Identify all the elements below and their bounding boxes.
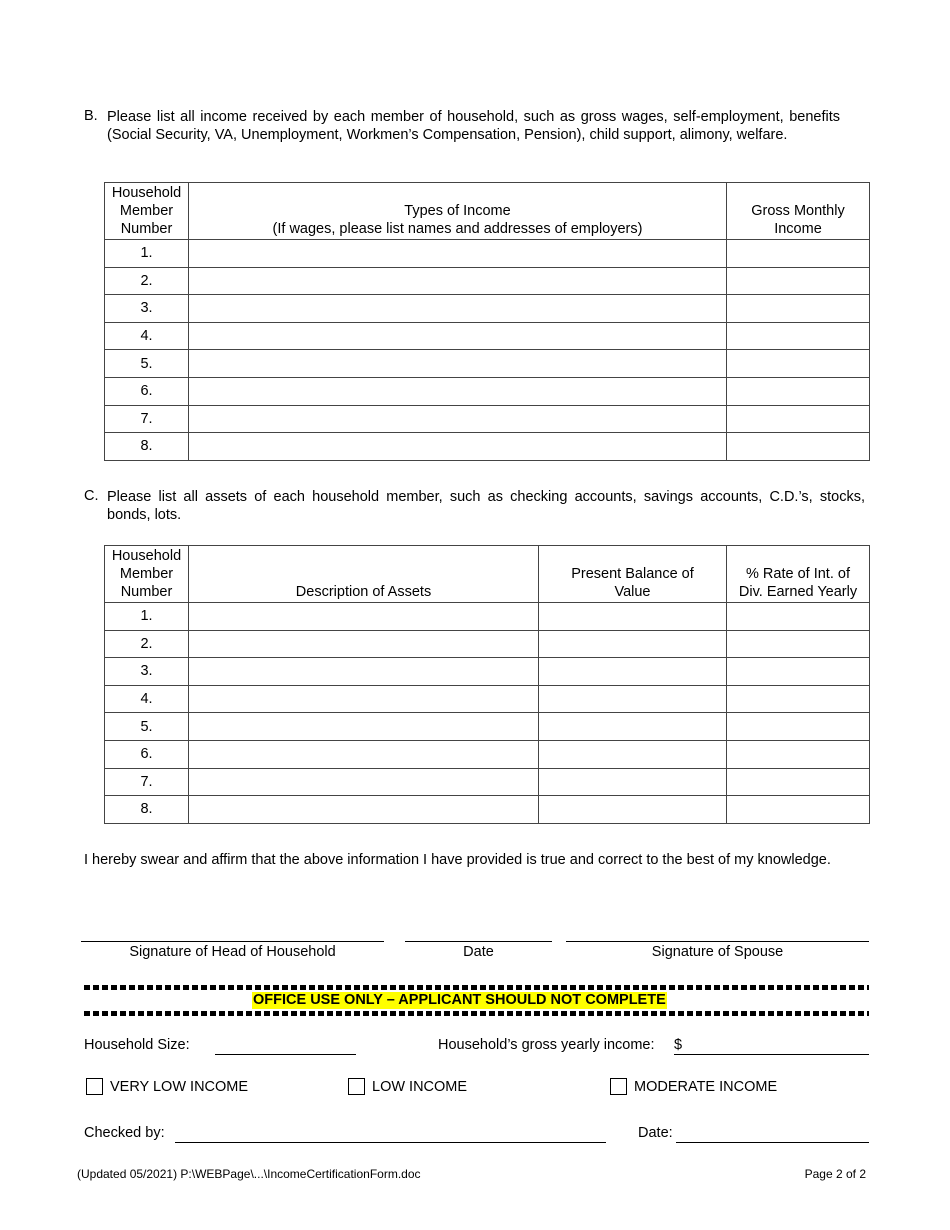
signature-head-line[interactable] [81, 941, 384, 942]
member-number: 8. [105, 796, 189, 824]
asset-rate-cell[interactable] [727, 740, 870, 768]
asset-rate-cell[interactable] [727, 630, 870, 658]
table-row [105, 377, 870, 405]
office-date-field[interactable] [676, 1142, 869, 1143]
office-use-banner: OFFICE USE ONLY – APPLICANT SHOULD NOT COMPLETE [253, 992, 666, 1008]
asset-rate-cell[interactable] [727, 713, 870, 741]
member-number: 6. [105, 377, 189, 405]
table-row [105, 768, 870, 796]
asset-balance-cell[interactable] [539, 713, 727, 741]
gross-income-cell[interactable] [727, 267, 870, 295]
very-low-income-label: VERY LOW INCOME [110, 1079, 249, 1095]
asset-description-cell[interactable] [189, 603, 539, 631]
table-row [105, 295, 870, 323]
signature-spouse-label: Signature of Spouse [651, 944, 784, 960]
gross-income-cell[interactable] [727, 295, 870, 323]
section-b-letter: B. [84, 108, 98, 124]
member-number: 2. [105, 630, 189, 658]
gross-income-cell[interactable] [727, 240, 870, 268]
member-number: 5. [105, 713, 189, 741]
signature-date-line[interactable] [405, 941, 552, 942]
low-income-checkbox[interactable] [348, 1078, 365, 1095]
gross-income-cell[interactable] [727, 405, 870, 433]
moderate-income-label: MODERATE INCOME [634, 1079, 778, 1095]
member-number: 5. [105, 350, 189, 378]
asset-description-cell[interactable] [189, 796, 539, 824]
gross-income-field[interactable] [674, 1054, 869, 1055]
member-number: 4. [105, 322, 189, 350]
income-types-cell[interactable] [189, 295, 727, 323]
income-types-cell[interactable] [189, 377, 727, 405]
income-types-cell[interactable] [189, 433, 727, 461]
table-row [105, 603, 870, 631]
asset-description-cell[interactable] [189, 768, 539, 796]
assets-table [104, 545, 870, 824]
asset-description-cell[interactable] [189, 713, 539, 741]
member-number: 8. [105, 433, 189, 461]
table-row [105, 658, 870, 686]
member-number: 2. [105, 267, 189, 295]
member-number: 3. [105, 658, 189, 686]
income-types-cell[interactable] [189, 405, 727, 433]
gross-income-cell[interactable] [727, 377, 870, 405]
income-header-member: Household Member Number [105, 183, 189, 240]
assets-header-description: Description of Assets [189, 546, 539, 603]
office-date-label: Date: [638, 1125, 673, 1141]
signature-spouse-line[interactable] [566, 941, 869, 942]
asset-description-cell[interactable] [189, 630, 539, 658]
low-income-label: LOW INCOME [372, 1079, 468, 1095]
table-row [105, 322, 870, 350]
gross-income-cell[interactable] [727, 433, 870, 461]
income-types-cell[interactable] [189, 240, 727, 268]
income-table [104, 182, 870, 461]
member-number: 1. [105, 240, 189, 268]
asset-description-cell[interactable] [189, 685, 539, 713]
checked-by-label: Checked by: [84, 1125, 165, 1141]
asset-balance-cell[interactable] [539, 658, 727, 686]
signature-head-label: Signature of Head of Household [129, 944, 336, 960]
table-row [105, 740, 870, 768]
asset-rate-cell[interactable] [727, 603, 870, 631]
gross-income-label: Household’s gross yearly income: [438, 1037, 655, 1053]
assets-header-balance: Present Balance of Value [539, 546, 727, 603]
table-row [105, 433, 870, 461]
asset-balance-cell[interactable] [539, 603, 727, 631]
income-types-cell[interactable] [189, 267, 727, 295]
asset-rate-cell[interactable] [727, 658, 870, 686]
table-row [105, 350, 870, 378]
household-size-label: Household Size: [84, 1037, 190, 1053]
asset-balance-cell[interactable] [539, 630, 727, 658]
asset-balance-cell[interactable] [539, 796, 727, 824]
gross-income-cell[interactable] [727, 350, 870, 378]
signature-date-label: Date [463, 944, 494, 960]
gross-income-cell[interactable] [727, 322, 870, 350]
table-row [105, 713, 870, 741]
checked-by-field[interactable] [175, 1142, 606, 1143]
currency-symbol: $ [674, 1037, 683, 1053]
asset-rate-cell[interactable] [727, 796, 870, 824]
table-row [105, 685, 870, 713]
assets-header-member: Household Member Number [105, 546, 189, 603]
affirmation-text: I hereby swear and affirm that the above information I have provided is true and correct to the best of my knowledge. [84, 852, 831, 868]
table-row [105, 267, 870, 295]
asset-rate-cell[interactable] [727, 768, 870, 796]
income-types-cell[interactable] [189, 322, 727, 350]
table-row [105, 240, 870, 268]
footer-page-number: Page 2 of 2 [804, 1167, 866, 1181]
asset-balance-cell[interactable] [539, 768, 727, 796]
section-c-instructions: Please list all assets of each household member, such as checking accounts, savings accounts, C.D.’s, stocks, bonds, lots. [107, 489, 865, 523]
member-number: 3. [105, 295, 189, 323]
dashed-divider-top [84, 985, 869, 990]
footer-document-info: (Updated 05/2021) P:\WEBPage\...\IncomeCertificationForm.doc [77, 1167, 421, 1181]
member-number: 4. [105, 685, 189, 713]
asset-balance-cell[interactable] [539, 685, 727, 713]
section-c-letter: C. [84, 488, 99, 504]
income-header-types: Types of Income (If wages, please list names and addresses of employers) [189, 183, 727, 240]
very-low-income-checkbox[interactable] [86, 1078, 103, 1095]
asset-rate-cell[interactable] [727, 685, 870, 713]
moderate-income-checkbox[interactable] [610, 1078, 627, 1095]
member-number: 1. [105, 603, 189, 631]
member-number: 6. [105, 740, 189, 768]
table-row [105, 630, 870, 658]
income-header-gross: Gross Monthly Income [727, 183, 870, 240]
table-row [105, 796, 870, 824]
table-row [105, 405, 870, 433]
assets-header-rate: % Rate of Int. of Div. Earned Yearly [727, 546, 870, 603]
asset-description-cell[interactable] [189, 658, 539, 686]
member-number: 7. [105, 768, 189, 796]
asset-balance-cell[interactable] [539, 740, 727, 768]
member-number: 7. [105, 405, 189, 433]
household-size-field[interactable] [215, 1054, 356, 1055]
asset-description-cell[interactable] [189, 740, 539, 768]
dashed-divider-bottom [84, 1011, 869, 1016]
income-types-cell[interactable] [189, 350, 727, 378]
section-b-instructions: Please list all income received by each member of household, such as gross wages, self-employment, benefits (Social Security, VA, Unemployment, Workmen’s Compensation, Pension), child support, alimony, welfare. [107, 109, 840, 143]
